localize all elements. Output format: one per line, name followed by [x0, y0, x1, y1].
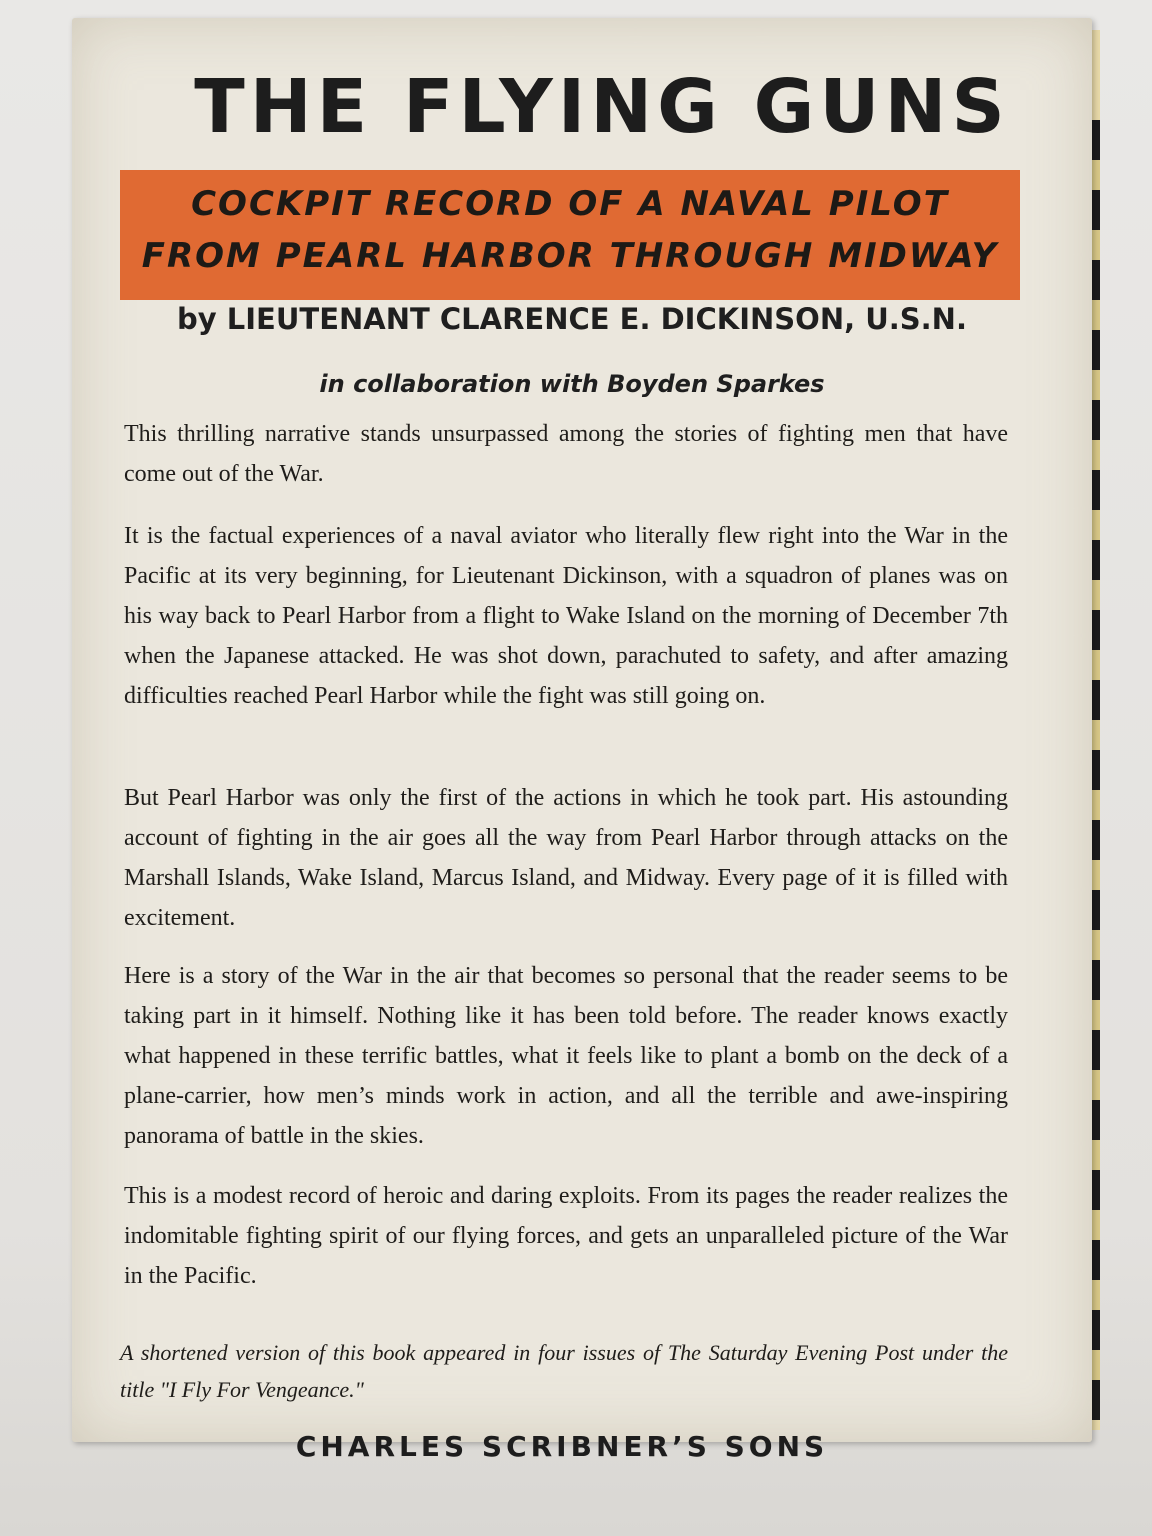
blurb-paragraph-2: It is the factual experiences of a naval aviator who literally flew right into the War in the Pacific at its very beginning, for Lieutenant Dickinson, with a squadron of planes was on his way back to Pearl Harbor from a flight to Wake Island on the morning of December 7th when the Japanese attacked. He was shot down, parachuted to safety, and after amazing difficulties reached Pearl Harbor while the fight was still going on. — [124, 523, 1008, 709]
blurb-paragraph-3: But Pearl Harbor was only the first of the actions in which he took part. His astounding account of fighting in the air goes all the way from Pearl Harbor through attacks on the Marshall Islands, Wake Island, Marcus Island, and Midway. Every page of it is filled with excitement. — [124, 785, 1008, 931]
blurb-paragraph-4: Here is a story of the War in the air that becomes so personal that the reader seems to be taking part in it himself. Nothing like it has been told before. The reader knows exactly what happened in these terrific battles, what it feels like to plant a bomb on the deck of a plane-carrier, how men’s minds work in action, and all the terrible and awe-inspiring panorama of battle in the skies. — [124, 963, 1008, 1149]
subtitle-line-1: COCKPIT RECORD OF A NAVAL PILOT — [191, 184, 949, 224]
book-back-cover — [72, 18, 1092, 1463]
publisher-name: CHARLES SCRIBNER’S SONS — [295, 1430, 829, 1463]
serialization-note: A shortened version of this book appeared in four issues of The Saturday Evening Post under the title "I Fly For Vengeance." — [120, 1340, 1008, 1402]
subtitle-line-2: FROM PEARL HARBOR THROUGH MIDWAY — [141, 236, 999, 276]
blurb-paragraph-1: This thrilling narrative stands unsurpassed among the stories of fighting men that have come out of the War. — [124, 421, 1008, 487]
author-line: by LIEUTENANT CLARENCE E. DICKINSON, U.S.N. — [177, 302, 967, 336]
collaboration-line: in collaboration with Boyden Sparkes — [319, 370, 825, 398]
book-title: THE FLYING GUNS — [194, 64, 1010, 150]
subtitle-banner — [120, 170, 1020, 300]
blurb-paragraph-5: This is a modest record of heroic and daring exploits. From its pages the reader realizes the indomitable fighting spirit of our flying forces, and gets an unparalleled picture of the War in the Pacific. — [124, 1183, 1008, 1289]
